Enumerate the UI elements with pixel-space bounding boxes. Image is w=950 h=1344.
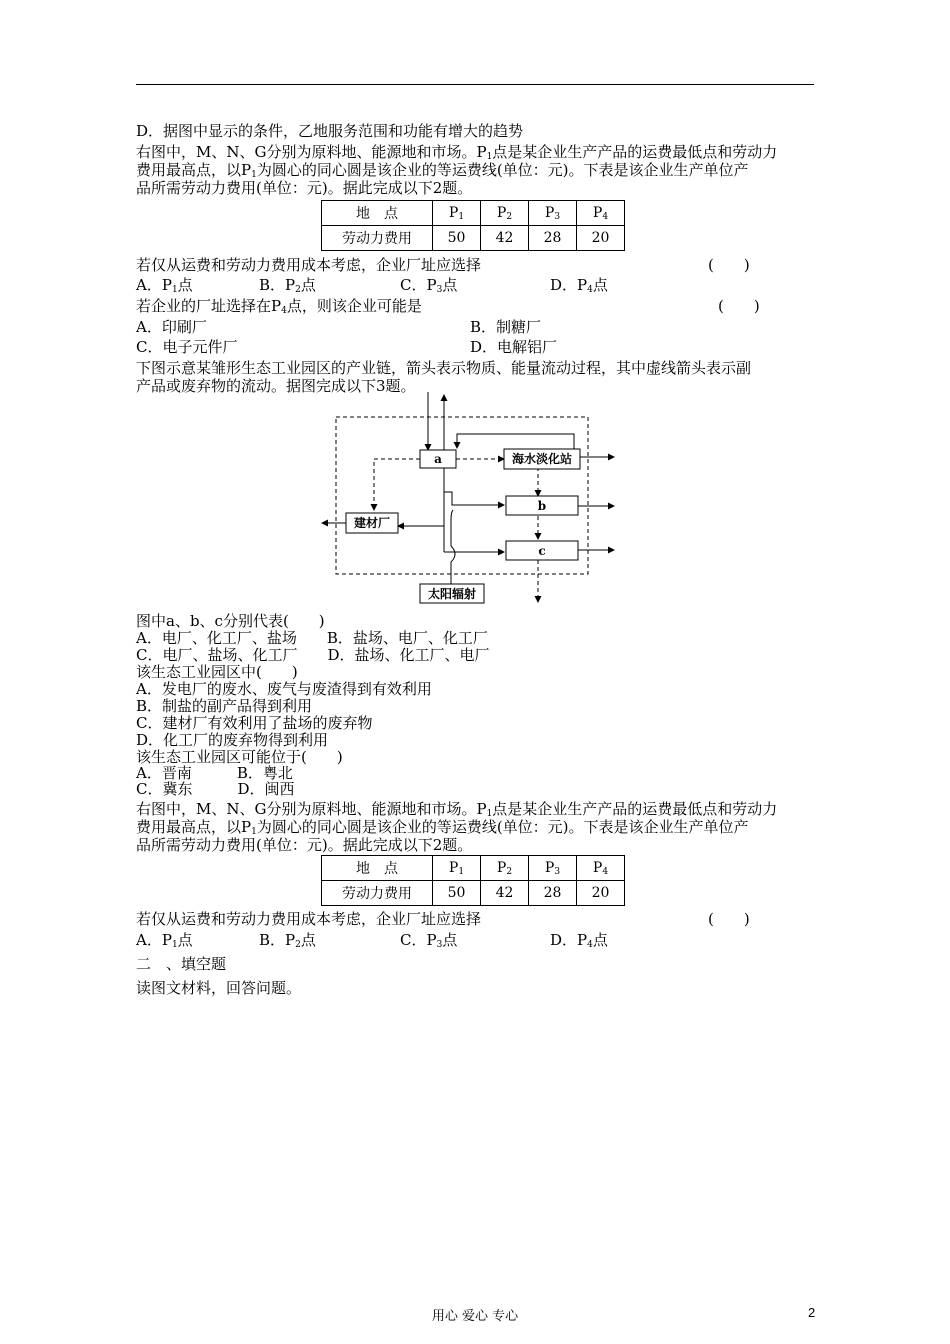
q1-repeat-answer-paren: ( ): [708, 910, 750, 928]
box-a: [420, 450, 456, 468]
q4-option-b: B．制盐的副产品得到利用: [136, 697, 313, 715]
q4-stem: 该生态工业园区中( ): [136, 663, 298, 681]
labor-cost-table: [321, 200, 625, 251]
intro1-repeat-line2: 费用最高点，以$P_1$为圆心的同心圆是该企业的等运费线(单位：元)。下表是该企业生产单位产: [136, 818, 749, 837]
q4-option-c: C．建材厂有效利用了盐场的废弃物: [136, 714, 373, 732]
box-building-materials: [346, 513, 398, 533]
q4-option-d: D．化工厂的废弃物得到利用: [136, 731, 329, 749]
intro1-line2: 费用最高点，以$P_1$为圆心的同心圆是该企业的等运费线(单位：元)。下表是该企业生产单位产: [136, 161, 749, 180]
section-2-heading: 二 、填空题: [136, 955, 227, 973]
table-header-location: 地 点: [322, 201, 433, 226]
q5-stem: 该生态工业园区可能位于( ): [136, 748, 343, 766]
intro1-line3: 品所需劳动力费用(单位：元)。据此完成以下2题。: [136, 179, 473, 197]
table-cell: 28: [529, 881, 577, 906]
intro1-repeat-line1: 右图中，M、N、G分别为原料地、能源地和市场。$P_1$点是某企业生产产品的运费最低点和劳动力: [136, 800, 778, 819]
q2-option-c: C．电子元件厂: [136, 338, 238, 356]
box-desalination: [504, 449, 580, 469]
table-cell: 50: [433, 881, 481, 906]
intro2-line2: 产品或废弃物的流动。据图完成以下3题。: [136, 377, 416, 395]
q2-option-b: B．制糖厂: [470, 318, 542, 336]
q1-repeat-option-b: B．$P_2$点: [259, 931, 316, 950]
table-cell: 42: [481, 226, 529, 251]
page-footer: 用心 爱心 专心: [431, 1309, 519, 1324]
labor-cost-table-repeat: [321, 855, 625, 906]
q1-option-b: B．$P_2$点: [259, 276, 316, 295]
table-cell: 42: [481, 881, 529, 906]
table-col-p2: $P_2$: [481, 856, 529, 881]
q1-repeat-option-c: C．$P_3$点: [400, 931, 458, 950]
header-rule: [136, 84, 814, 85]
q1-repeat-option-d: D．$P_4$点: [550, 931, 608, 950]
table-cell: 50: [433, 226, 481, 251]
table-col-p4: $P_4$: [577, 201, 625, 226]
q3-stem: 图中a、b、c分别代表( ): [136, 612, 325, 630]
table-header-location: 地 点: [322, 856, 433, 881]
q1-answer-paren: ( ): [708, 256, 750, 274]
q4-option-a: A．发电厂的废水、废气与废渣得到有效利用: [136, 680, 432, 698]
page-number: 2: [808, 1305, 816, 1320]
option-d-previous: D．据图中显示的条件，乙地服务范围和功能有增大的趋势: [136, 122, 524, 140]
intro1-repeat-line3: 品所需劳动力费用(单位：元)。据此完成以下2题。: [136, 836, 473, 854]
q1-repeat-stem: 若仅从运费和劳动力费用成本考虑，企业厂址应选择: [136, 910, 482, 928]
q2-answer-paren: ( ): [718, 297, 760, 315]
table-col-p3: $P_3$: [529, 201, 577, 226]
table-col-p2: $P_2$: [481, 201, 529, 226]
table-row-label: 劳动力费用: [322, 226, 433, 251]
box-solar-radiation: [420, 584, 484, 603]
table-col-p1: $P_1$: [433, 201, 481, 226]
q1-option-a: A．$P_1$点: [136, 276, 193, 295]
reading-instruction: 读图文材料，回答问题。: [136, 979, 302, 997]
table-col-p4: $P_4$: [577, 856, 625, 881]
table-col-p1: $P_1$: [433, 856, 481, 881]
q3-options-ab: A．电厂、化工厂、盐场 B．盐场、电厂、化工厂: [136, 629, 488, 647]
q5-options-ab: A．晋南 B．粤北: [136, 764, 293, 782]
q1-option-c: C．$P_3$点: [400, 276, 458, 295]
table-cell: 20: [577, 881, 625, 906]
q2-option-d: D．电解铝厂: [470, 338, 558, 356]
box-b-label: b: [537, 499, 547, 513]
table-row-label: 劳动力费用: [322, 881, 433, 906]
q3-options-cd: C．电厂、盐场、化工厂 D．盐场、化工厂、电厂: [136, 646, 490, 664]
solar-label: 太阳辐射: [427, 587, 477, 601]
box-a-label: a: [434, 452, 442, 466]
desalination-label: 海水淡化站: [511, 452, 573, 466]
table-cell: 28: [529, 226, 577, 251]
box-c-label: c: [538, 544, 546, 558]
q2-stem: 若企业的厂址选择在$P_4$点，则该企业可能是: [136, 297, 422, 316]
intro1-line1: 右图中，M、N、G分别为原料地、能源地和市场。$P_1$点是某企业生产产品的运费最低点和劳动力: [136, 143, 778, 162]
q1-repeat-option-a: A．$P_1$点: [136, 931, 193, 950]
box-b: [506, 496, 578, 515]
q1-option-d: D．$P_4$点: [550, 276, 608, 295]
building-label: 建材厂: [353, 516, 391, 530]
q5-options-cd: C．冀东 D．闽西: [136, 780, 295, 798]
intro2-line1: 下图示意某雏形生态工业园区的产业链，箭头表示物质、能量流动过程，其中虚线箭头表示副: [136, 359, 752, 377]
q1-stem: 若仅从运费和劳动力费用成本考虑，企业厂址应选择: [136, 256, 482, 274]
table-cell: 20: [577, 226, 625, 251]
table-col-p3: $P_3$: [529, 856, 577, 881]
box-c: [506, 541, 578, 560]
q2-option-a: A．印刷厂: [136, 318, 207, 336]
eco-industrial-park-diagram: [316, 392, 616, 608]
